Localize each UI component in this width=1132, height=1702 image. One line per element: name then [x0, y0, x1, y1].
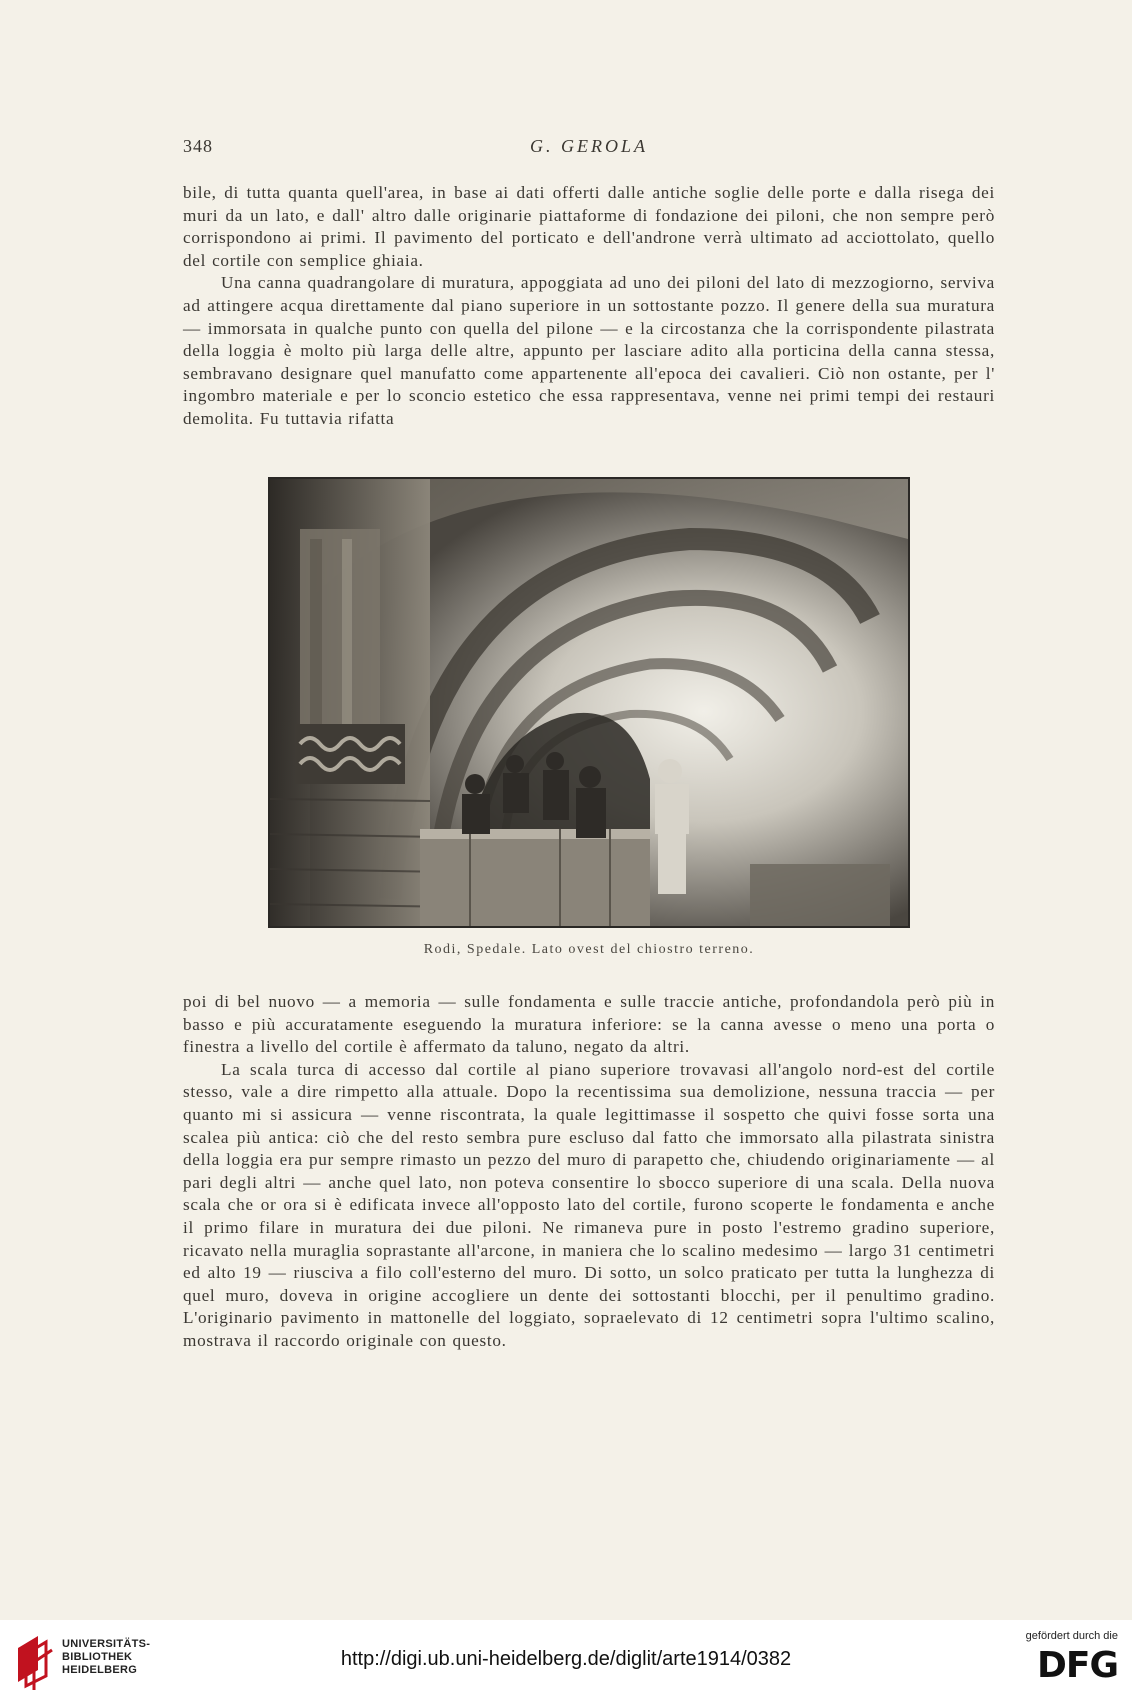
body-text-bottom	[183, 991, 995, 1353]
cloister-photo-illustration	[270, 479, 908, 926]
figure-caption: Rodi, Spedale. Lato ovest del chiostro terreno.	[423, 942, 755, 957]
photograph-cloister	[270, 479, 908, 926]
running-head	[183, 136, 995, 162]
funding-text: gefördert durch die	[1025, 1630, 1118, 1642]
paragraph: La scala turca di accesso dal cortile al piano superiore trovavasi all'angolo nord-est del cortile stesso, vale a dire rimpetto alla attuale. Dopo la recentissima sua demolizione, nessuna traccia — per quanto mi si assicura — venne riscontrata, la quale legittimasse il sospetto che quivi fosse sorta una scalea più antica: ciò che del resto sembra pure escluso dal fatto che immorsato alla pilastrata sinistra della loggia era pur sempre rimasto un pezzo del muro di parapetto che, chiudendo originariamente — al pari degli altri — anche quel lato, non poteva consentire lo sbocco superiore di una scala. Della nuova scala che or ora si è edificata invece all'opposto lato del cortile, furono scoperte le fondamenta e anche il primo filare in muratura dei due piloni. Ne rimaneva pure in posto l'estremo gradino superiore, ricavato nella muraglia soprastante all'arcone, in maniera che lo scalino medesimo — largo 31 centimetri ed alto 19 — riusciva a filo coll'esterno del muro. Di sotto, un solco praticato per tutta la lunghezza di quel muro, doveva in origine accogliere un dente dei sottostanti blocchi, per il penultimo gradino. L'originario pavimento in mattonelle del loggiato, sopraelevato di 12 centimetri sopra l'ultimo scalino, mostrava il raccordo originale con questo.	[183, 1059, 995, 1350]
paragraph: bile, di tutta quanta quell'area, in base ai dati offerti dalle antiche soglie delle porte e dalla risega dei muri da un lato, e dall' altro dalle originarie piattaforme di fondazione dei piloni, che non sempre però corrispondono ai primi. Il pavimento del porticato e dell'androne verrà ultimato ad acciottolato, quello del cortile con semplice ghiaia.	[183, 183, 995, 270]
library-name: UNIVERSITÄTS- BIBLIOTHEK HEIDELBERG	[62, 1638, 151, 1676]
permalink-url[interactable]: http://digi.ub.uni-heidelberg.de/diglit/arte1914/0382	[340, 1648, 792, 1670]
footer-bar	[0, 1620, 1132, 1702]
funder-block	[998, 1630, 1118, 1684]
body-text-top	[183, 182, 995, 431]
running-title: G. GEROLA	[530, 136, 648, 156]
paragraph: poi di bel nuovo — a memoria — sulle fondamenta e sulle traccie antiche, profondandola però più in basso e più accuratamente eseguendo la muratura inferiore: se la canna avesse o meno una porta o finestra a livello del cortile è affermato da taluno, negato da altri.	[183, 992, 995, 1057]
page-number: 348	[183, 136, 213, 156]
paragraph: Una canna quadrangolare di muratura, appoggiata ad uno dei piloni del lato di mezzogiorno, serviva ad attingere acqua direttamente dal piano superiore in un sottostante pozzo. Il genere della sua muratura — immorsata in qualche punto con quella del pilone — e la circostanza che la corrispondente pilastrata della loggia è molto più larga delle altre, appunto per lasciare adito alla porticina della canna stessa, sembravano designare quel manufatto come appartenente all'epoca dei cavalieri. Ciò non ostante, per l' ingombro materiale e per lo sconcio estetico che essa rappresentava, venne nei primi tempi dei restauri demolita. Fu tuttavia rifatta	[183, 273, 995, 428]
dfg-logo: DFG	[1036, 1645, 1118, 1686]
